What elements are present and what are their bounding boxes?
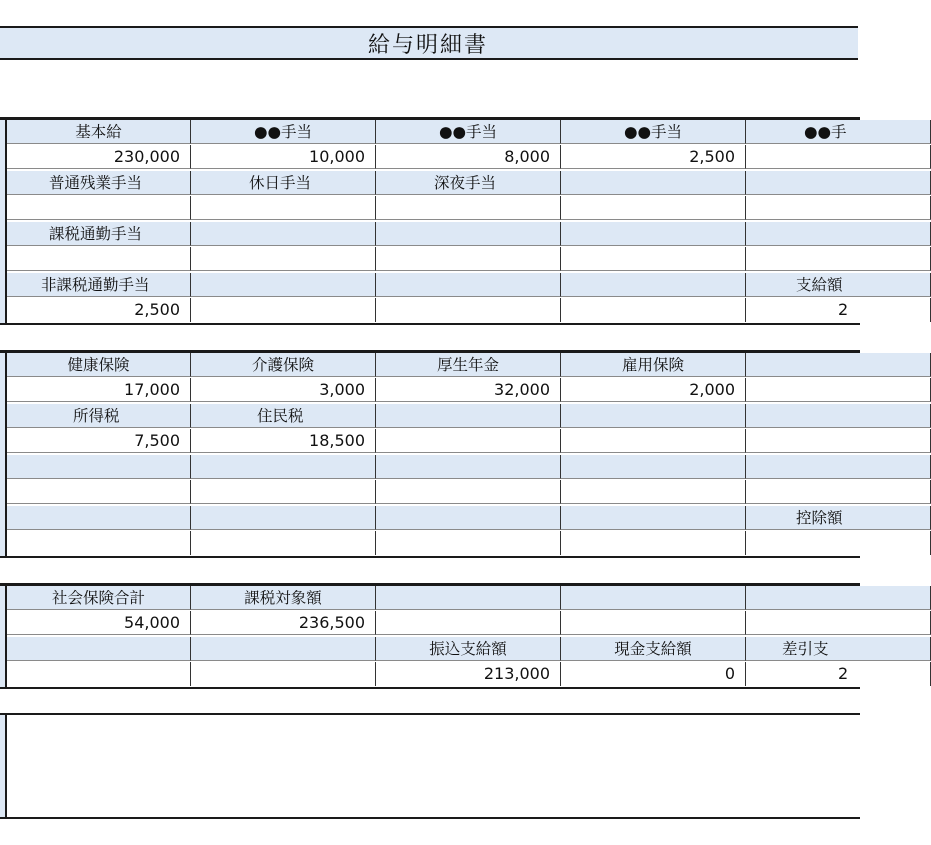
totals-value-row <box>7 611 931 635</box>
empty-label <box>561 273 746 297</box>
taxable-amount-label: 課税対象額 <box>191 586 376 610</box>
empty-label <box>746 222 931 246</box>
nursing-insurance-label: 介護保険 <box>191 353 376 377</box>
total-payment-value[interactable]: 2 <box>746 298 931 322</box>
allowance-value[interactable]: 10,000 <box>191 145 376 169</box>
allowance-value[interactable]: 8,000 <box>376 145 561 169</box>
taxable-commute-label: 課税通勤手当 <box>7 222 191 246</box>
night-allowance-value[interactable] <box>376 196 561 220</box>
empty-value[interactable] <box>746 480 931 504</box>
empty-value[interactable] <box>561 196 746 220</box>
empty-label <box>191 455 376 479</box>
bank-transfer-value[interactable]: 213,000 <box>376 662 561 686</box>
employment-insurance-label: 雇用保険 <box>561 353 746 377</box>
empty-value[interactable] <box>7 531 191 555</box>
allowance-label: ●●手当 <box>376 120 561 144</box>
employment-insurance-value[interactable]: 2,000 <box>561 378 746 402</box>
empty-label <box>376 586 561 610</box>
empty-value[interactable] <box>191 480 376 504</box>
empty-label <box>561 506 746 530</box>
empty-value[interactable] <box>191 298 376 322</box>
income-tax-label: 所得税 <box>7 404 191 428</box>
overtime-allowance-value[interactable] <box>7 196 191 220</box>
empty-value[interactable] <box>191 531 376 555</box>
deduction-value-row <box>7 531 931 555</box>
empty-label <box>746 404 931 428</box>
empty-label <box>561 404 746 428</box>
empty-label <box>376 222 561 246</box>
allowance-label: ●●手 <box>746 120 931 144</box>
social-insurance-total-label: 社会保険合計 <box>7 586 191 610</box>
holiday-allowance-label: 休日手当 <box>191 171 376 195</box>
payment-value-row <box>7 247 931 271</box>
empty-value[interactable] <box>746 611 931 635</box>
deduction-value-row <box>7 429 931 453</box>
empty-value[interactable] <box>376 247 561 271</box>
pension-label: 厚生年金 <box>376 353 561 377</box>
nursing-insurance-value[interactable]: 3,000 <box>191 378 376 402</box>
income-tax-value[interactable]: 7,500 <box>7 429 191 453</box>
payment-header-row <box>7 120 931 144</box>
total-deduction-label: 控除額 <box>746 506 931 530</box>
totals-value-row <box>7 662 931 686</box>
empty-label <box>376 404 561 428</box>
empty-label <box>191 273 376 297</box>
empty-label <box>376 273 561 297</box>
empty-label <box>746 455 931 479</box>
empty-value[interactable] <box>376 611 561 635</box>
deduction-value-row <box>7 480 931 504</box>
totals-header-row <box>7 586 931 610</box>
pension-value[interactable]: 32,000 <box>376 378 561 402</box>
empty-value[interactable] <box>561 429 746 453</box>
taxable-amount-value[interactable]: 236,500 <box>191 611 376 635</box>
basic-salary-label: 基本給 <box>7 120 191 144</box>
deductions-section <box>0 350 860 558</box>
deduction-header-row <box>7 353 931 377</box>
total-deduction-value[interactable] <box>746 531 931 555</box>
empty-value[interactable] <box>561 247 746 271</box>
net-payment-value[interactable]: 2 <box>746 662 931 686</box>
night-allowance-label: 深夜手当 <box>376 171 561 195</box>
resident-tax-label: 住民税 <box>191 404 376 428</box>
empty-label <box>7 637 191 661</box>
empty-label <box>7 455 191 479</box>
empty-label <box>191 506 376 530</box>
totals-header-row <box>7 637 931 661</box>
resident-tax-value[interactable]: 18,500 <box>191 429 376 453</box>
bank-transfer-label: 振込支給額 <box>376 637 561 661</box>
empty-value[interactable] <box>376 429 561 453</box>
nontaxable-commute-label: 非課税通勤手当 <box>7 273 191 297</box>
empty-label <box>746 171 931 195</box>
payment-value-row <box>7 298 931 322</box>
payment-value-row <box>7 196 931 220</box>
empty-label <box>7 506 191 530</box>
empty-value[interactable] <box>191 662 376 686</box>
empty-value[interactable] <box>746 378 931 402</box>
holiday-allowance-value[interactable] <box>191 196 376 220</box>
empty-label <box>746 586 931 610</box>
payment-value-row <box>7 145 931 169</box>
allowance-label: ●●手当 <box>191 120 376 144</box>
social-insurance-total-value[interactable]: 54,000 <box>7 611 191 635</box>
nontaxable-commute-value[interactable]: 2,500 <box>7 298 191 322</box>
empty-value[interactable] <box>561 298 746 322</box>
empty-value[interactable] <box>561 611 746 635</box>
taxable-commute-value[interactable] <box>7 247 191 271</box>
remarks-box[interactable] <box>0 713 860 819</box>
deduction-header-row <box>7 404 931 428</box>
empty-label <box>561 222 746 246</box>
empty-label <box>376 506 561 530</box>
document-title: 給与明細書 <box>0 26 858 60</box>
payment-header-row <box>7 273 931 297</box>
payment-header-row <box>7 222 931 246</box>
empty-value[interactable] <box>561 531 746 555</box>
empty-value[interactable] <box>7 662 191 686</box>
allowance-value[interactable]: 2,500 <box>561 145 746 169</box>
empty-label <box>376 455 561 479</box>
empty-value[interactable] <box>191 247 376 271</box>
empty-label <box>746 353 931 377</box>
deduction-header-row <box>7 506 931 530</box>
empty-value[interactable] <box>376 531 561 555</box>
total-payment-label: 支給額 <box>746 273 931 297</box>
empty-value[interactable] <box>561 480 746 504</box>
empty-value[interactable] <box>746 247 931 271</box>
cash-payment-value[interactable]: 0 <box>561 662 746 686</box>
empty-label <box>561 455 746 479</box>
payments-section <box>0 117 860 325</box>
overtime-allowance-label: 普通残業手当 <box>7 171 191 195</box>
net-payment-label: 差引支 <box>746 637 931 661</box>
health-insurance-label: 健康保険 <box>7 353 191 377</box>
empty-label <box>191 222 376 246</box>
payment-header-row <box>7 171 931 195</box>
allowance-label: ●●手当 <box>561 120 746 144</box>
empty-label <box>191 637 376 661</box>
empty-value[interactable] <box>746 196 931 220</box>
basic-salary-value[interactable]: 230,000 <box>7 145 191 169</box>
totals-section <box>0 583 860 689</box>
empty-value[interactable] <box>376 298 561 322</box>
allowance-value[interactable] <box>746 145 931 169</box>
health-insurance-value[interactable]: 17,000 <box>7 378 191 402</box>
empty-value[interactable] <box>746 429 931 453</box>
empty-value[interactable] <box>376 480 561 504</box>
empty-label <box>561 171 746 195</box>
cash-payment-label: 現金支給額 <box>561 637 746 661</box>
deduction-value-row <box>7 378 931 402</box>
empty-label <box>561 586 746 610</box>
empty-value[interactable] <box>7 480 191 504</box>
deduction-header-row <box>7 455 931 479</box>
